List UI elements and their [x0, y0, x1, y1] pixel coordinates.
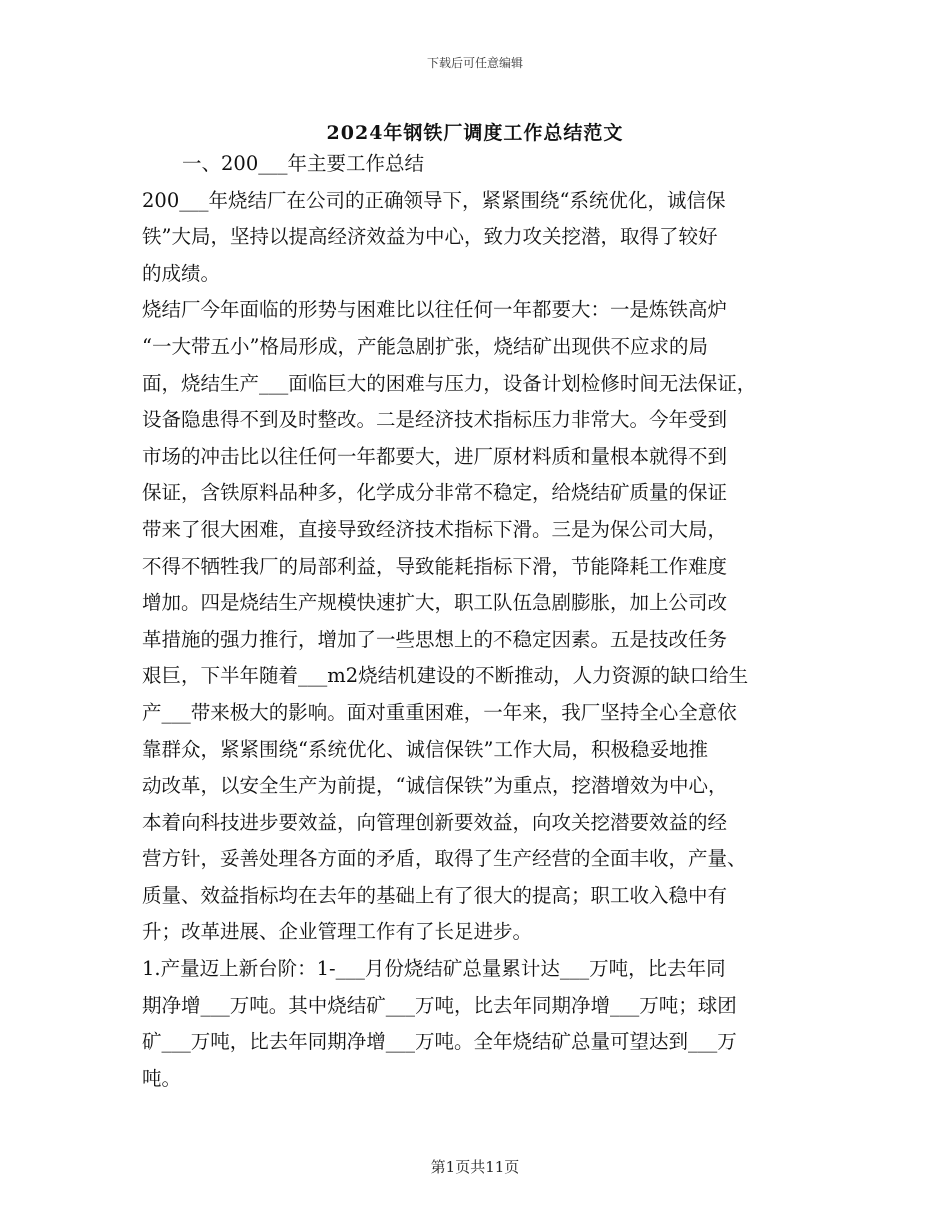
body-line: 动改革，以安全生产为前提，“诚信保铁”为重点，挖潜增效为中心，	[142, 774, 728, 798]
body-line: 增加。四是烧结生产规模快速扩大，职工队伍急剧膨胀，加上公司改	[142, 591, 728, 615]
body-line: 市场的冲击比以往任何一年都要大，进厂原材料质和量根本就得不到	[142, 444, 728, 468]
body-line: 靠群众，紧紧围绕“系统优化、诚信保铁”工作大局，积极稳妥地推	[142, 737, 708, 761]
body-line: 带来了很大困难，直接导致经济技术指标下滑。三是为保公司大局，	[142, 517, 728, 541]
body-line: 革措施的强力推行，增加了一些思想上的不稳定因素。五是技改任务	[142, 627, 728, 651]
body-line: 烧结厂今年面临的形势与困难比以往任何一年都要大：一是炼铁高炉	[142, 298, 728, 322]
header-note: 下载后可任意编辑	[426, 56, 523, 70]
body-line: “一大带五小”格局形成，产能急剧扩张，烧结矿出现供不应求的局	[142, 334, 708, 358]
body-line: 艰巨，下半年随着___m2烧结机建设的不断推动，人力资源的缺口给生	[142, 664, 749, 688]
body-line: 升；改革进展、企业管理工作有了长足进步。	[142, 920, 533, 944]
body-line: 营方针，妥善处理各方面的矛盾，取得了生产经营的全面丰收，产量、	[142, 847, 747, 871]
body-line: 设备隐患得不到及时整改。二是经济技术指标压力非常大。今年受到	[142, 408, 728, 432]
body-line: 矿___万吨，比去年同期净增___万吨。全年烧结矿总量可望达到___万	[142, 1030, 737, 1054]
body-line: 保证，含铁原料品种多，化学成分非常不稳定，给烧结矿质量的保证	[142, 481, 728, 505]
body-line: 面，烧结生产___面临巨大的困难与压力，设备计划检修时间无法保证，	[142, 371, 757, 395]
body-line: 质量、效益指标均在去年的基础上有了很大的提高；职工收入稳中有	[142, 883, 728, 907]
body-line: 吨。	[142, 1066, 182, 1090]
body-line: 铁”大局，坚持以提高经济效益为中心，致力攻关挖潜，取得了较好	[142, 225, 718, 249]
body-line: 期净增___万吨。其中烧结矿___万吨，比去年同期净增___万吨；球团	[142, 993, 737, 1017]
document-body	[142, 146, 822, 1097]
body-line: 200___年烧结厂在公司的正确领导下，紧紧围绕“系统优化，诚信保	[142, 188, 726, 212]
body-line: 1.产量迈上新台阶：1-___月份烧结矿总量累计达___万吨，比去年同	[142, 957, 726, 981]
body-line: 不得不牺牲我厂的局部利益，导致能耗指标下滑，节能降耗工作难度	[142, 554, 728, 578]
body-line: 本着向科技进步要效益，向管理创新要效益，向攻关挖潜要效益的经	[142, 810, 728, 834]
body-line: 产___带来极大的影响。面对重重困难，一年来，我厂坚持全心全意依	[142, 700, 737, 724]
body-line: 的成绩。	[142, 261, 221, 285]
section-heading: 一、200___年主要工作总结	[182, 152, 424, 175]
document-title: 2024年钢铁厂调度工作总结范文	[326, 122, 624, 144]
page-number: 第1页共11页	[430, 1158, 520, 1176]
